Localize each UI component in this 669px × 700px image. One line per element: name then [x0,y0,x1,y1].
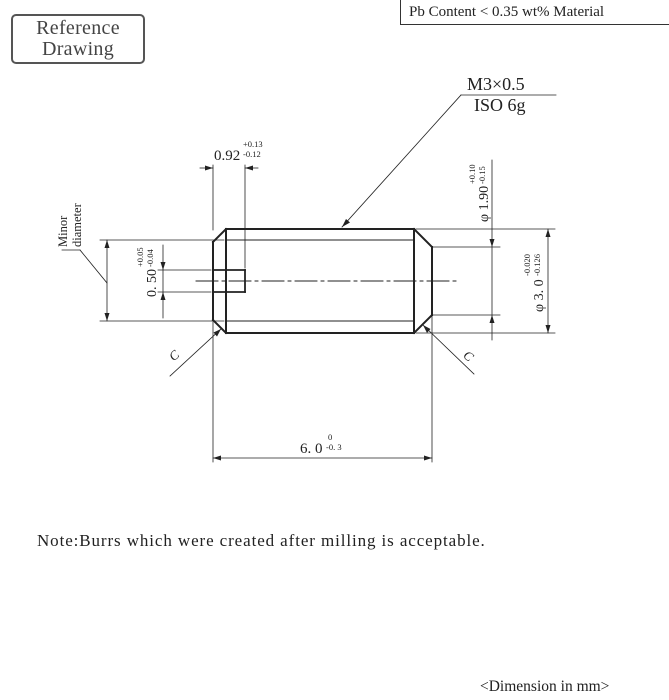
badge-line-1: Reference [36,17,120,39]
length-nominal: 6. 0 [300,441,323,457]
thread-spec-label: M3×0.5 [467,74,525,94]
units-note: <Dimension in mm> [480,678,610,695]
pilot-diameter-lower-tol: -0.15 [477,166,487,184]
slot-width-lower-tol: -0.12 [243,149,261,159]
thread-grade-label: ISO 6g [474,95,526,115]
slot-depth-upper-tol: +0.05 [135,247,145,267]
length-dimension [213,316,432,462]
chamfer-label-right: C [460,347,477,365]
outer-diameter-nominal: φ 3. 0 [532,279,547,312]
chamfer-label-left: C [165,346,183,364]
minor-label-line-1: Minor [56,215,70,247]
length-upper-tol: 0 [328,432,333,442]
length-lower-tol: -0. 3 [326,442,342,452]
pilot-diameter-upper-tol: +0.10 [467,164,477,184]
badge-line-2: Drawing [41,38,115,60]
thread-root-lines [226,240,414,321]
slot-width-upper-tol: +0.13 [243,139,263,149]
material-spec-text: Pb Content < 0.35 wt% Material [409,4,605,20]
slot-width-nominal: 0.92 [214,148,241,164]
milling-note: Note:Burrs which were created after milling is acceptable. [37,531,486,550]
slot-depth-nominal: 0. 50 [145,269,160,297]
slot-width-dimension [200,165,258,268]
chamfer-leader-right [423,325,474,374]
minor-label-line-2: diameter [70,203,84,247]
slot-depth-dimension [158,245,211,318]
outer-diameter-lower-tol: -0.126 [532,254,542,276]
outer-diameter-upper-tol: -0.020 [522,254,532,276]
slot-depth-lower-tol: -0.04 [145,249,155,267]
pilot-diameter-nominal: φ 1.90 [477,185,492,222]
